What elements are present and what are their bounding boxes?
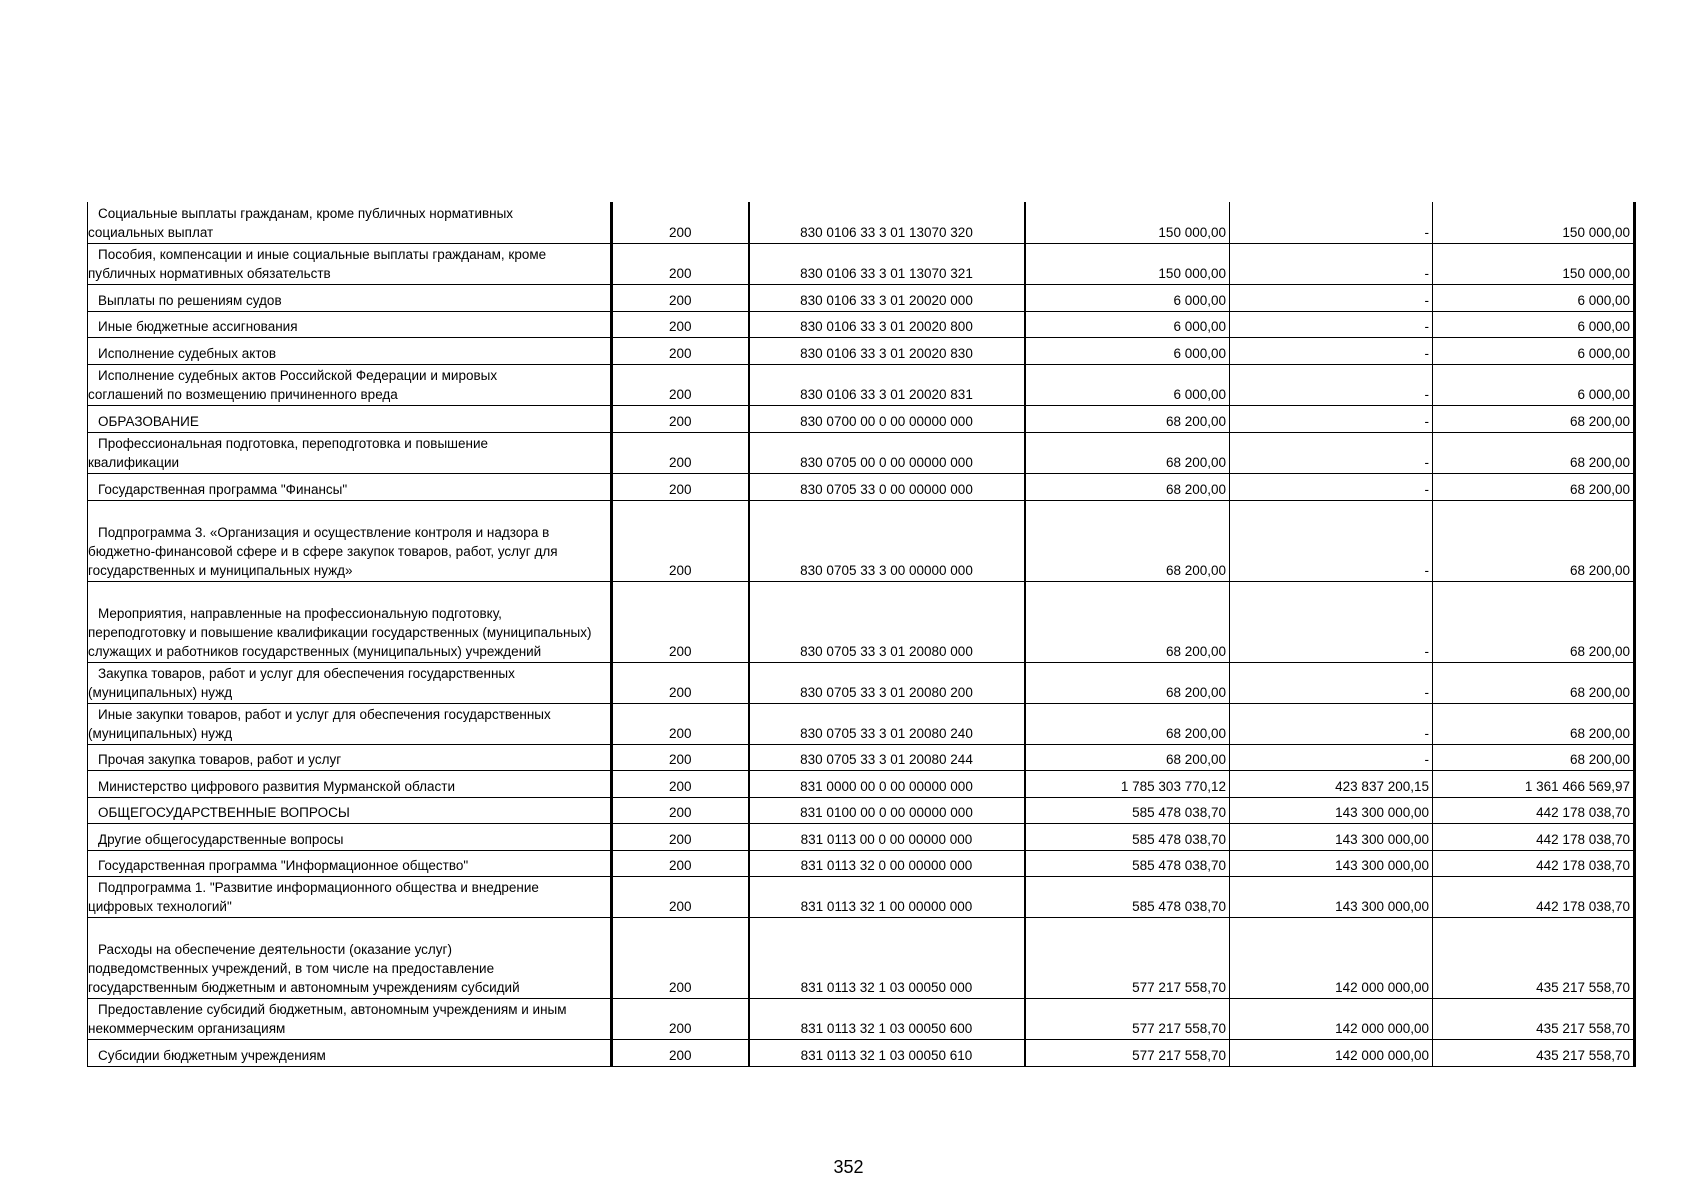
row-name-continued: (муниципальных) нужд [88, 725, 233, 741]
table-row [88, 850, 1635, 876]
table-row [88, 581, 1635, 662]
row-name: Пособия, компенсации и иные социальные выплаты гражданам, кроме [98, 246, 547, 262]
row-remaining: 6 000,00 [1433, 337, 1635, 364]
row-name: Подпрограмма 3. «Организация и осуществление контроля и надзора в [98, 524, 550, 540]
row-partial: - [1230, 337, 1433, 364]
row-remaining: 150 000,00 [1433, 243, 1635, 284]
row-partial: 143 300 000,00 [1230, 797, 1433, 823]
row-name-cell [88, 876, 612, 917]
row-name-continued: публичных нормативных обязательств [88, 265, 331, 281]
table-row [88, 770, 1635, 797]
row-name: Другие общегосударственные вопросы [98, 831, 344, 847]
row-name-cell [88, 311, 612, 337]
row-total: 585 478 038,70 [1025, 823, 1230, 850]
row-partial: - [1230, 432, 1433, 473]
row-code: 200 [612, 284, 749, 311]
row-kbk: 831 0000 00 0 00 00000 000 [749, 770, 1025, 797]
row-remaining: 435 217 558,70 [1433, 998, 1635, 1039]
row-partial: 143 300 000,00 [1230, 850, 1433, 876]
row-name: ОБРАЗОВАНИЕ [98, 413, 199, 429]
row-name-cell [88, 500, 612, 581]
row-remaining: 68 200,00 [1433, 500, 1635, 581]
row-name-continued: переподготовку и повышение квалификации государственных (муниципальных) служащих и работников государственных (муниципальных) учреждений [88, 624, 592, 659]
row-remaining: 442 178 038,70 [1433, 850, 1635, 876]
row-name-continued: (муниципальных) нужд [88, 684, 233, 700]
row-total: 68 200,00 [1025, 432, 1230, 473]
table-row [88, 243, 1635, 284]
row-code: 200 [612, 850, 749, 876]
row-name: Профессиональная подготовка, переподготовка и повышение [98, 435, 489, 451]
row-name-cell [88, 823, 612, 850]
row-partial: 142 000 000,00 [1230, 917, 1433, 998]
row-name-cell [88, 662, 612, 703]
row-name: Государственная программа "Информационное общество" [98, 857, 469, 873]
row-remaining: 1 361 466 569,97 [1433, 770, 1635, 797]
row-partial: - [1230, 202, 1433, 243]
budget-table [87, 202, 1636, 1067]
table-row [88, 311, 1635, 337]
row-name-cell [88, 364, 612, 405]
row-total: 585 478 038,70 [1025, 850, 1230, 876]
row-partial: 423 837 200,15 [1230, 770, 1433, 797]
table-row [88, 917, 1635, 998]
row-partial: 143 300 000,00 [1230, 823, 1433, 850]
row-kbk: 830 0106 33 3 01 13070 320 [749, 202, 1025, 243]
row-partial: - [1230, 662, 1433, 703]
row-kbk: 830 0106 33 3 01 20020 000 [749, 284, 1025, 311]
row-kbk: 831 0113 32 0 00 00000 000 [749, 850, 1025, 876]
row-name: Прочая закупка товаров, работ и услуг [98, 751, 342, 767]
row-code: 200 [612, 500, 749, 581]
row-code: 200 [612, 337, 749, 364]
row-total: 6 000,00 [1025, 311, 1230, 337]
row-remaining: 442 178 038,70 [1433, 823, 1635, 850]
row-partial: 143 300 000,00 [1230, 876, 1433, 917]
table-row [88, 284, 1635, 311]
row-code: 200 [612, 243, 749, 284]
row-code: 200 [612, 364, 749, 405]
row-remaining: 68 200,00 [1433, 703, 1635, 744]
table-body [88, 202, 1635, 1066]
row-code: 200 [612, 876, 749, 917]
row-kbk: 831 0113 32 1 03 00050 610 [749, 1039, 1025, 1066]
table-row [88, 473, 1635, 500]
row-name: Субсидии бюджетным учреждениям [98, 1047, 326, 1063]
row-total: 150 000,00 [1025, 243, 1230, 284]
row-remaining: 442 178 038,70 [1433, 797, 1635, 823]
row-total: 68 200,00 [1025, 744, 1230, 770]
row-total: 68 200,00 [1025, 581, 1230, 662]
row-code: 200 [612, 405, 749, 432]
row-name: Выплаты по решениям судов [98, 292, 282, 308]
row-name-continued: некоммерческим организациям [88, 1020, 286, 1036]
row-total: 577 217 558,70 [1025, 917, 1230, 998]
row-partial: - [1230, 311, 1433, 337]
row-remaining: 6 000,00 [1433, 284, 1635, 311]
row-total: 585 478 038,70 [1025, 797, 1230, 823]
row-name: Исполнение судебных актов [98, 345, 277, 361]
row-kbk: 830 0705 33 3 01 20080 200 [749, 662, 1025, 703]
row-total: 585 478 038,70 [1025, 876, 1230, 917]
row-name-cell [88, 243, 612, 284]
row-name: Мероприятия, направленные на профессиональную подготовку, [98, 605, 502, 621]
row-remaining: 6 000,00 [1433, 311, 1635, 337]
row-total: 68 200,00 [1025, 405, 1230, 432]
row-kbk: 830 0106 33 3 01 20020 830 [749, 337, 1025, 364]
row-remaining: 68 200,00 [1433, 744, 1635, 770]
table-row [88, 703, 1635, 744]
row-name: Государственная программа "Финансы" [98, 481, 348, 497]
row-total: 68 200,00 [1025, 662, 1230, 703]
row-kbk: 830 0705 33 0 00 00000 000 [749, 473, 1025, 500]
row-name-cell [88, 998, 612, 1039]
row-code: 200 [612, 744, 749, 770]
row-partial: - [1230, 744, 1433, 770]
row-remaining: 68 200,00 [1433, 662, 1635, 703]
row-remaining: 68 200,00 [1433, 581, 1635, 662]
row-total: 577 217 558,70 [1025, 998, 1230, 1039]
row-partial: - [1230, 284, 1433, 311]
row-name: Подпрограмма 1. "Развитие информационного общества и внедрение [98, 879, 539, 895]
row-name-cell [88, 473, 612, 500]
row-partial: 142 000 000,00 [1230, 998, 1433, 1039]
table-row [88, 500, 1635, 581]
row-total: 6 000,00 [1025, 284, 1230, 311]
row-name-cell [88, 797, 612, 823]
row-remaining: 442 178 038,70 [1433, 876, 1635, 917]
row-name-cell [88, 850, 612, 876]
row-kbk: 830 0106 33 3 01 20020 800 [749, 311, 1025, 337]
row-name-continued: подведомственных учреждений, в том числе на предоставление государственным бюджетным и автономным учреждениям субсидий [88, 960, 520, 995]
row-remaining: 150 000,00 [1433, 202, 1635, 243]
row-kbk: 830 0705 00 0 00 00000 000 [749, 432, 1025, 473]
row-kbk: 830 0705 33 3 01 20080 244 [749, 744, 1025, 770]
row-partial: - [1230, 703, 1433, 744]
row-name-cell [88, 405, 612, 432]
row-total: 6 000,00 [1025, 364, 1230, 405]
table-row [88, 823, 1635, 850]
row-total: 150 000,00 [1025, 202, 1230, 243]
row-code: 200 [612, 1039, 749, 1066]
row-name-cell [88, 703, 612, 744]
row-code: 200 [612, 662, 749, 703]
row-remaining: 68 200,00 [1433, 405, 1635, 432]
table-row [88, 405, 1635, 432]
row-partial: - [1230, 364, 1433, 405]
table-row [88, 1039, 1635, 1066]
row-kbk: 831 0113 32 1 03 00050 000 [749, 917, 1025, 998]
table-row [88, 876, 1635, 917]
row-name-cell [88, 337, 612, 364]
row-name-continued: цифровых технологий" [88, 898, 232, 914]
row-code: 200 [612, 770, 749, 797]
row-code: 200 [612, 473, 749, 500]
row-code: 200 [612, 823, 749, 850]
row-partial: - [1230, 243, 1433, 284]
table-row [88, 337, 1635, 364]
row-name-continued: квалификации [88, 454, 180, 470]
row-kbk: 831 0113 00 0 00 00000 000 [749, 823, 1025, 850]
row-name: Министерство цифрового развития Мурманской области [98, 778, 456, 794]
row-name-continued: соглашений по возмещению причиненного вреда [88, 386, 398, 402]
row-partial: - [1230, 473, 1433, 500]
table-row [88, 202, 1635, 243]
page-number: 352 [833, 1157, 864, 1177]
row-code: 200 [612, 581, 749, 662]
row-name-cell [88, 202, 612, 243]
row-total: 68 200,00 [1025, 473, 1230, 500]
row-name: Расходы на обеспечение деятельности (оказание услуг) [98, 941, 452, 957]
table-row [88, 364, 1635, 405]
row-name: Закупка товаров, работ и услуг для обеспечения государственных [98, 665, 515, 681]
row-total: 577 217 558,70 [1025, 1039, 1230, 1066]
row-kbk: 831 0113 32 1 00 00000 000 [749, 876, 1025, 917]
row-name-cell [88, 284, 612, 311]
row-name-continued: социальных выплат [88, 224, 214, 240]
row-code: 200 [612, 917, 749, 998]
row-total: 6 000,00 [1025, 337, 1230, 364]
row-partial: 142 000 000,00 [1230, 1039, 1433, 1066]
row-remaining: 6 000,00 [1433, 364, 1635, 405]
row-kbk: 830 0705 33 3 01 20080 240 [749, 703, 1025, 744]
table-row [88, 998, 1635, 1039]
row-kbk: 830 0705 33 3 00 00000 000 [749, 500, 1025, 581]
row-kbk: 831 0100 00 0 00 00000 000 [749, 797, 1025, 823]
row-kbk: 831 0113 32 1 03 00050 600 [749, 998, 1025, 1039]
row-kbk: 830 0106 33 3 01 20020 831 [749, 364, 1025, 405]
row-name-cell [88, 917, 612, 998]
row-name-cell [88, 1039, 612, 1066]
row-code: 200 [612, 998, 749, 1039]
table-row [88, 797, 1635, 823]
row-partial: - [1230, 500, 1433, 581]
row-partial: - [1230, 405, 1433, 432]
row-name: Предоставление субсидий бюджетным, автономным учреждениям и иным [98, 1001, 567, 1017]
row-name-cell [88, 432, 612, 473]
row-partial: - [1230, 581, 1433, 662]
row-name: Исполнение судебных актов Российской Федерации и мировых [98, 367, 498, 383]
row-remaining: 68 200,00 [1433, 473, 1635, 500]
table-row [88, 432, 1635, 473]
row-name: Иные закупки товаров, работ и услуг для обеспечения государственных [98, 706, 551, 722]
row-code: 200 [612, 432, 749, 473]
row-total: 68 200,00 [1025, 703, 1230, 744]
row-name-continued: бюджетно-финансовой сфере и в сфере закупок товаров, работ, услуг для государственных и муниципальных нужд» [88, 543, 558, 578]
row-kbk: 830 0705 33 3 01 20080 000 [749, 581, 1025, 662]
row-name-cell [88, 744, 612, 770]
row-name: Иные бюджетные ассигнования [98, 318, 298, 334]
row-name: Социальные выплаты гражданам, кроме публичных нормативных [98, 205, 514, 221]
row-total: 68 200,00 [1025, 500, 1230, 581]
row-name-cell [88, 581, 612, 662]
row-remaining: 435 217 558,70 [1433, 1039, 1635, 1066]
table-row [88, 662, 1635, 703]
row-total: 1 785 303 770,12 [1025, 770, 1230, 797]
row-name: ОБЩЕГОСУДАРСТВЕННЫЕ ВОПРОСЫ [98, 804, 350, 820]
table-row [88, 744, 1635, 770]
row-code: 200 [612, 703, 749, 744]
row-code: 200 [612, 311, 749, 337]
row-remaining: 435 217 558,70 [1433, 917, 1635, 998]
row-name-cell [88, 770, 612, 797]
row-code: 200 [612, 202, 749, 243]
row-code: 200 [612, 797, 749, 823]
row-kbk: 830 0700 00 0 00 00000 000 [749, 405, 1025, 432]
row-remaining: 68 200,00 [1433, 432, 1635, 473]
row-kbk: 830 0106 33 3 01 13070 321 [749, 243, 1025, 284]
